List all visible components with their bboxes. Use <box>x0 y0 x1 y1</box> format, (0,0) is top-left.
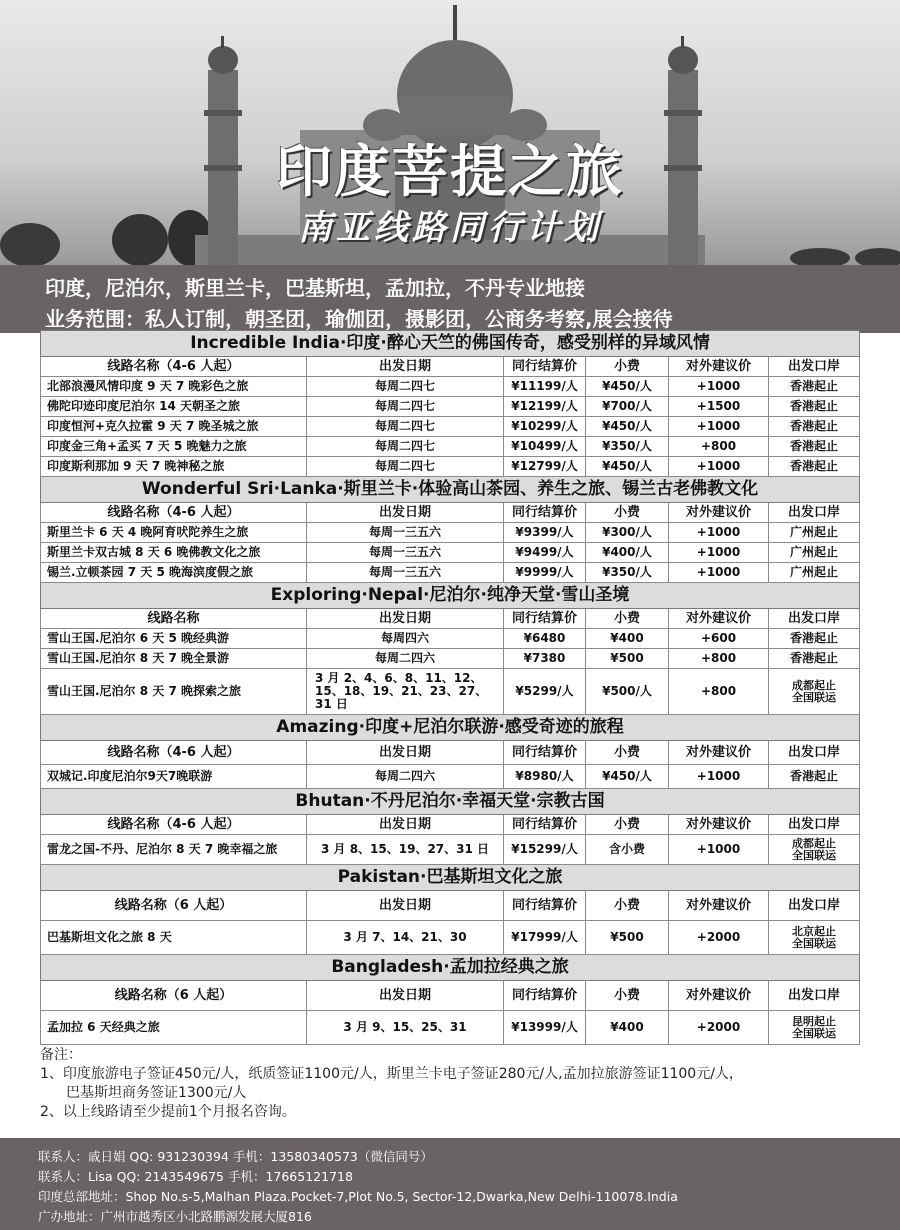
column-header: 同行结算价 <box>504 891 586 921</box>
tip: ¥350/人 <box>586 563 669 583</box>
column-header: 出发口岸 <box>769 503 860 523</box>
route-name: 雪山王国.尼泊尔 8 天 7 晚探索之旅 <box>41 669 307 715</box>
section-title-row <box>41 331 860 357</box>
suggested-price: +800 <box>669 437 769 457</box>
column-header: 出发日期 <box>307 981 504 1011</box>
departure-date: 每周二四七 <box>307 417 504 437</box>
pricing-table <box>40 330 860 1045</box>
column-header: 出发日期 <box>307 609 504 629</box>
tip: ¥400 <box>586 1011 669 1045</box>
departure-date: 3 月 2、4、6、8、11、12、 15、18、19、21、23、27、 31 日 <box>307 669 504 715</box>
table-row <box>41 765 860 789</box>
table-row <box>41 417 860 437</box>
table-row <box>41 523 860 543</box>
table-row <box>41 921 860 955</box>
section-title: Incredible India·印度·醉心天竺的佛国传奇，感受别样的异域风情 <box>41 331 860 357</box>
trade-price: ¥9999/人 <box>504 563 586 583</box>
trade-price: ¥12799/人 <box>504 457 586 477</box>
column-header: 对外建议价 <box>669 609 769 629</box>
trade-price: ¥5299/人 <box>504 669 586 715</box>
section-title-row <box>41 715 860 741</box>
table-row <box>41 397 860 417</box>
tip: ¥400 <box>586 629 669 649</box>
suggested-price: +1000 <box>669 523 769 543</box>
column-header: 线路名称（4-6 人起） <box>41 741 307 765</box>
note-item-1: 1、印度旅游电子签证450元/人，纸质签证1100元/人，斯里兰卡电子签证280元/人,孟加拉旅游签证1100元/人， <box>40 1066 743 1082</box>
hero-banner <box>0 0 900 265</box>
column-header: 小费 <box>586 815 669 835</box>
departure-port: 广州起止 <box>769 523 860 543</box>
trade-price: ¥10299/人 <box>504 417 586 437</box>
suggested-price: +800 <box>669 669 769 715</box>
tip: 含小费 <box>586 835 669 865</box>
tip: ¥500/人 <box>586 669 669 715</box>
column-header: 同行结算价 <box>504 609 586 629</box>
trade-price: ¥12199/人 <box>504 397 586 417</box>
table-row <box>41 437 860 457</box>
route-name: 孟加拉 6 天经典之旅 <box>41 1011 307 1045</box>
note-item-1-continued: 巴基斯坦商务签证1300元/人 <box>66 1085 247 1101</box>
column-header: 出发口岸 <box>769 609 860 629</box>
departure-port: 广州起止 <box>769 543 860 563</box>
column-header: 小费 <box>586 891 669 921</box>
column-header: 出发日期 <box>307 503 504 523</box>
table-row <box>41 669 860 715</box>
header-row <box>41 609 860 629</box>
route-name: 印度斯利那加 9 天 7 晚神秘之旅 <box>41 457 307 477</box>
section-title: Exploring·Nepal·尼泊尔·纯净天堂·雪山圣境 <box>41 583 860 609</box>
column-header: 出发口岸 <box>769 815 860 835</box>
column-header: 出发口岸 <box>769 891 860 921</box>
column-header: 小费 <box>586 357 669 377</box>
departure-port: 香港起止 <box>769 629 860 649</box>
departure-date: 每周二四七 <box>307 457 504 477</box>
departure-date: 每周二四七 <box>307 377 504 397</box>
route-name: 雷龙之国-不丹、尼泊尔 8 天 7 晚幸福之旅 <box>41 835 307 865</box>
column-header: 线路名称（6 人起） <box>41 981 307 1011</box>
suggested-price: +800 <box>669 649 769 669</box>
section-title: Bangladesh·孟加拉经典之旅 <box>41 955 860 981</box>
column-header: 对外建议价 <box>669 503 769 523</box>
suggested-price: +1000 <box>669 417 769 437</box>
suggested-price: +600 <box>669 629 769 649</box>
column-header: 对外建议价 <box>669 357 769 377</box>
tip: ¥700/人 <box>586 397 669 417</box>
pricing-tables <box>40 330 859 1045</box>
trade-price: ¥17999/人 <box>504 921 586 955</box>
section-title-row <box>41 865 860 891</box>
departure-port: 香港起止 <box>769 457 860 477</box>
column-header: 小费 <box>586 981 669 1011</box>
column-header: 小费 <box>586 609 669 629</box>
services-line-1: 印度，尼泊尔，斯里兰卡，巴基斯坦，孟加拉，不丹专业地接 <box>45 276 585 300</box>
column-header: 小费 <box>586 503 669 523</box>
suggested-price: +1000 <box>669 543 769 563</box>
services-band <box>0 265 900 333</box>
section-title: Amazing·印度+尼泊尔联游·感受奇迹的旅程 <box>41 715 860 741</box>
section-title-row <box>41 583 860 609</box>
suggested-price: +2000 <box>669 921 769 955</box>
column-header: 出发口岸 <box>769 981 860 1011</box>
departure-port: 香港起止 <box>769 437 860 457</box>
suggested-price: +1000 <box>669 835 769 865</box>
trade-price: ¥10499/人 <box>504 437 586 457</box>
column-header: 出发口岸 <box>769 741 860 765</box>
route-name: 斯里兰卡 6 天 4 晚阿育吠陀养生之旅 <box>41 523 307 543</box>
route-name: 锡兰.立顿茶园 7 天 5 晚海滨度假之旅 <box>41 563 307 583</box>
departure-date: 每周二四七 <box>307 437 504 457</box>
departure-port: 香港起止 <box>769 397 860 417</box>
tip: ¥350/人 <box>586 437 669 457</box>
column-header: 小费 <box>586 741 669 765</box>
route-name: 巴基斯坦文化之旅 8 天 <box>41 921 307 955</box>
departure-date: 3 月 8、15、19、27、31 日 <box>307 835 504 865</box>
header-row <box>41 503 860 523</box>
contact-line-2: 联系人：Lisa QQ: 2143549675 手机：17665121718 <box>38 1169 353 1184</box>
section-title-row <box>41 955 860 981</box>
notes <box>40 1046 870 1122</box>
tip: ¥450/人 <box>586 417 669 437</box>
tip: ¥450/人 <box>586 457 669 477</box>
departure-date: 每周一三五六 <box>307 523 504 543</box>
column-header: 线路名称（4-6 人起） <box>41 503 307 523</box>
departure-port: 香港起止 <box>769 765 860 789</box>
tip: ¥300/人 <box>586 523 669 543</box>
table-row <box>41 457 860 477</box>
suggested-price: +1000 <box>669 765 769 789</box>
route-name: 印度恒河+克久拉霍 9 天 7 晚圣城之旅 <box>41 417 307 437</box>
departure-date: 每周二四六 <box>307 649 504 669</box>
table-row <box>41 543 860 563</box>
pricing-table-body <box>41 331 860 1045</box>
trade-price: ¥11199/人 <box>504 377 586 397</box>
section-title: Bhutan·不丹尼泊尔·幸福天堂·宗教古国 <box>41 789 860 815</box>
table-row <box>41 377 860 397</box>
section-title-row <box>41 789 860 815</box>
contact-line-1: 联系人：戚日娟 QQ: 931230394 手机：13580340573（微信同号） <box>38 1149 433 1164</box>
trade-price: ¥13999/人 <box>504 1011 586 1045</box>
section-title: Pakistan·巴基斯坦文化之旅 <box>41 865 860 891</box>
suggested-price: +1500 <box>669 397 769 417</box>
column-header: 出发口岸 <box>769 357 860 377</box>
table-row <box>41 629 860 649</box>
trade-price: ¥8980/人 <box>504 765 586 789</box>
column-header: 线路名称（6 人起） <box>41 891 307 921</box>
route-name: 雪山王国.尼泊尔 8 天 7 晚全景游 <box>41 649 307 669</box>
route-name: 佛陀印迹印度尼泊尔 14 天朝圣之旅 <box>41 397 307 417</box>
departure-port: 北京起止 全国联运 <box>769 921 860 955</box>
notes-label: 备注： <box>40 1047 82 1063</box>
route-name: 双城记.印度尼泊尔9天7晚联游 <box>41 765 307 789</box>
hero-subtitle: 南亚线路同行计划 <box>298 208 602 248</box>
route-name: 雪山王国.尼泊尔 6 天 5 晚经典游 <box>41 629 307 649</box>
departure-date: 每周二四七 <box>307 397 504 417</box>
column-header: 同行结算价 <box>504 815 586 835</box>
column-header: 同行结算价 <box>504 357 586 377</box>
departure-port: 成都起止 全国联运 <box>769 835 860 865</box>
column-header: 出发日期 <box>307 815 504 835</box>
section-title: Wonderful Sri·Lanka·斯里兰卡·体验高山茶园、养生之旅、锡兰古老佛教文化 <box>41 477 860 503</box>
header-row <box>41 891 860 921</box>
departure-port: 香港起止 <box>769 649 860 669</box>
table-row <box>41 649 860 669</box>
contact-footer <box>0 1138 900 1230</box>
table-row <box>41 835 860 865</box>
table-row <box>41 1011 860 1045</box>
column-header: 出发日期 <box>307 741 504 765</box>
column-header: 同行结算价 <box>504 503 586 523</box>
column-header: 对外建议价 <box>669 741 769 765</box>
guangzhou-address: 广办地址：广州市越秀区小北路鹏源发展大厦816 <box>38 1209 312 1224</box>
departure-date: 每周四六 <box>307 629 504 649</box>
departure-port: 香港起止 <box>769 377 860 397</box>
header-row <box>41 357 860 377</box>
column-header: 对外建议价 <box>669 981 769 1011</box>
header-row <box>41 981 860 1011</box>
section-title-row <box>41 477 860 503</box>
column-header: 对外建议价 <box>669 891 769 921</box>
suggested-price: +1000 <box>669 563 769 583</box>
column-header: 同行结算价 <box>504 981 586 1011</box>
trade-price: ¥9499/人 <box>504 543 586 563</box>
departure-date: 每周一三五六 <box>307 543 504 563</box>
departure-port: 成都起止 全国联运 <box>769 669 860 715</box>
suggested-price: +1000 <box>669 377 769 397</box>
hq-address: 印度总部地址：Shop No.s-5,Malhan Plaza.Pocket-7,Plot No.5, Sector-12,Dwarka,New Delhi-110078.India <box>38 1189 678 1204</box>
route-name: 斯里兰卡双古城 8 天 6 晚佛教文化之旅 <box>41 543 307 563</box>
column-header: 出发日期 <box>307 357 504 377</box>
departure-date: 每周二四六 <box>307 765 504 789</box>
departure-port: 香港起止 <box>769 417 860 437</box>
departure-date: 3 月 9、15、25、31 <box>307 1011 504 1045</box>
route-name: 北部浪漫风情印度 9 天 7 晚彩色之旅 <box>41 377 307 397</box>
column-header: 同行结算价 <box>504 741 586 765</box>
note-item-2: 2、以上线路请至少提前1个月报名咨询。 <box>40 1104 296 1120</box>
header-row <box>41 815 860 835</box>
tip: ¥450/人 <box>586 765 669 789</box>
column-header: 出发日期 <box>307 891 504 921</box>
tip: ¥450/人 <box>586 377 669 397</box>
suggested-price: +2000 <box>669 1011 769 1045</box>
column-header: 线路名称（4-6 人起） <box>41 815 307 835</box>
trade-price: ¥6480 <box>504 629 586 649</box>
trade-price: ¥15299/人 <box>504 835 586 865</box>
departure-port: 昆明起止 全国联运 <box>769 1011 860 1045</box>
trade-price: ¥7380 <box>504 649 586 669</box>
table-row <box>41 563 860 583</box>
departure-port: 广州起止 <box>769 563 860 583</box>
hero-title: 印度菩提之旅 <box>276 140 624 205</box>
route-name: 印度金三角+孟买 7 天 5 晚魅力之旅 <box>41 437 307 457</box>
column-header: 对外建议价 <box>669 815 769 835</box>
column-header: 线路名称（4-6 人起） <box>41 357 307 377</box>
departure-date: 3 月 7、14、21、30 <box>307 921 504 955</box>
suggested-price: +1000 <box>669 457 769 477</box>
column-header: 线路名称 <box>41 609 307 629</box>
departure-date: 每周一三五六 <box>307 563 504 583</box>
tip: ¥400/人 <box>586 543 669 563</box>
trade-price: ¥9399/人 <box>504 523 586 543</box>
services-line-2: 业务范围：私人订制，朝圣团，瑜伽团，摄影团，公商务考察,展会接待 <box>45 307 673 331</box>
tip: ¥500 <box>586 921 669 955</box>
tip: ¥500 <box>586 649 669 669</box>
header-row <box>41 741 860 765</box>
